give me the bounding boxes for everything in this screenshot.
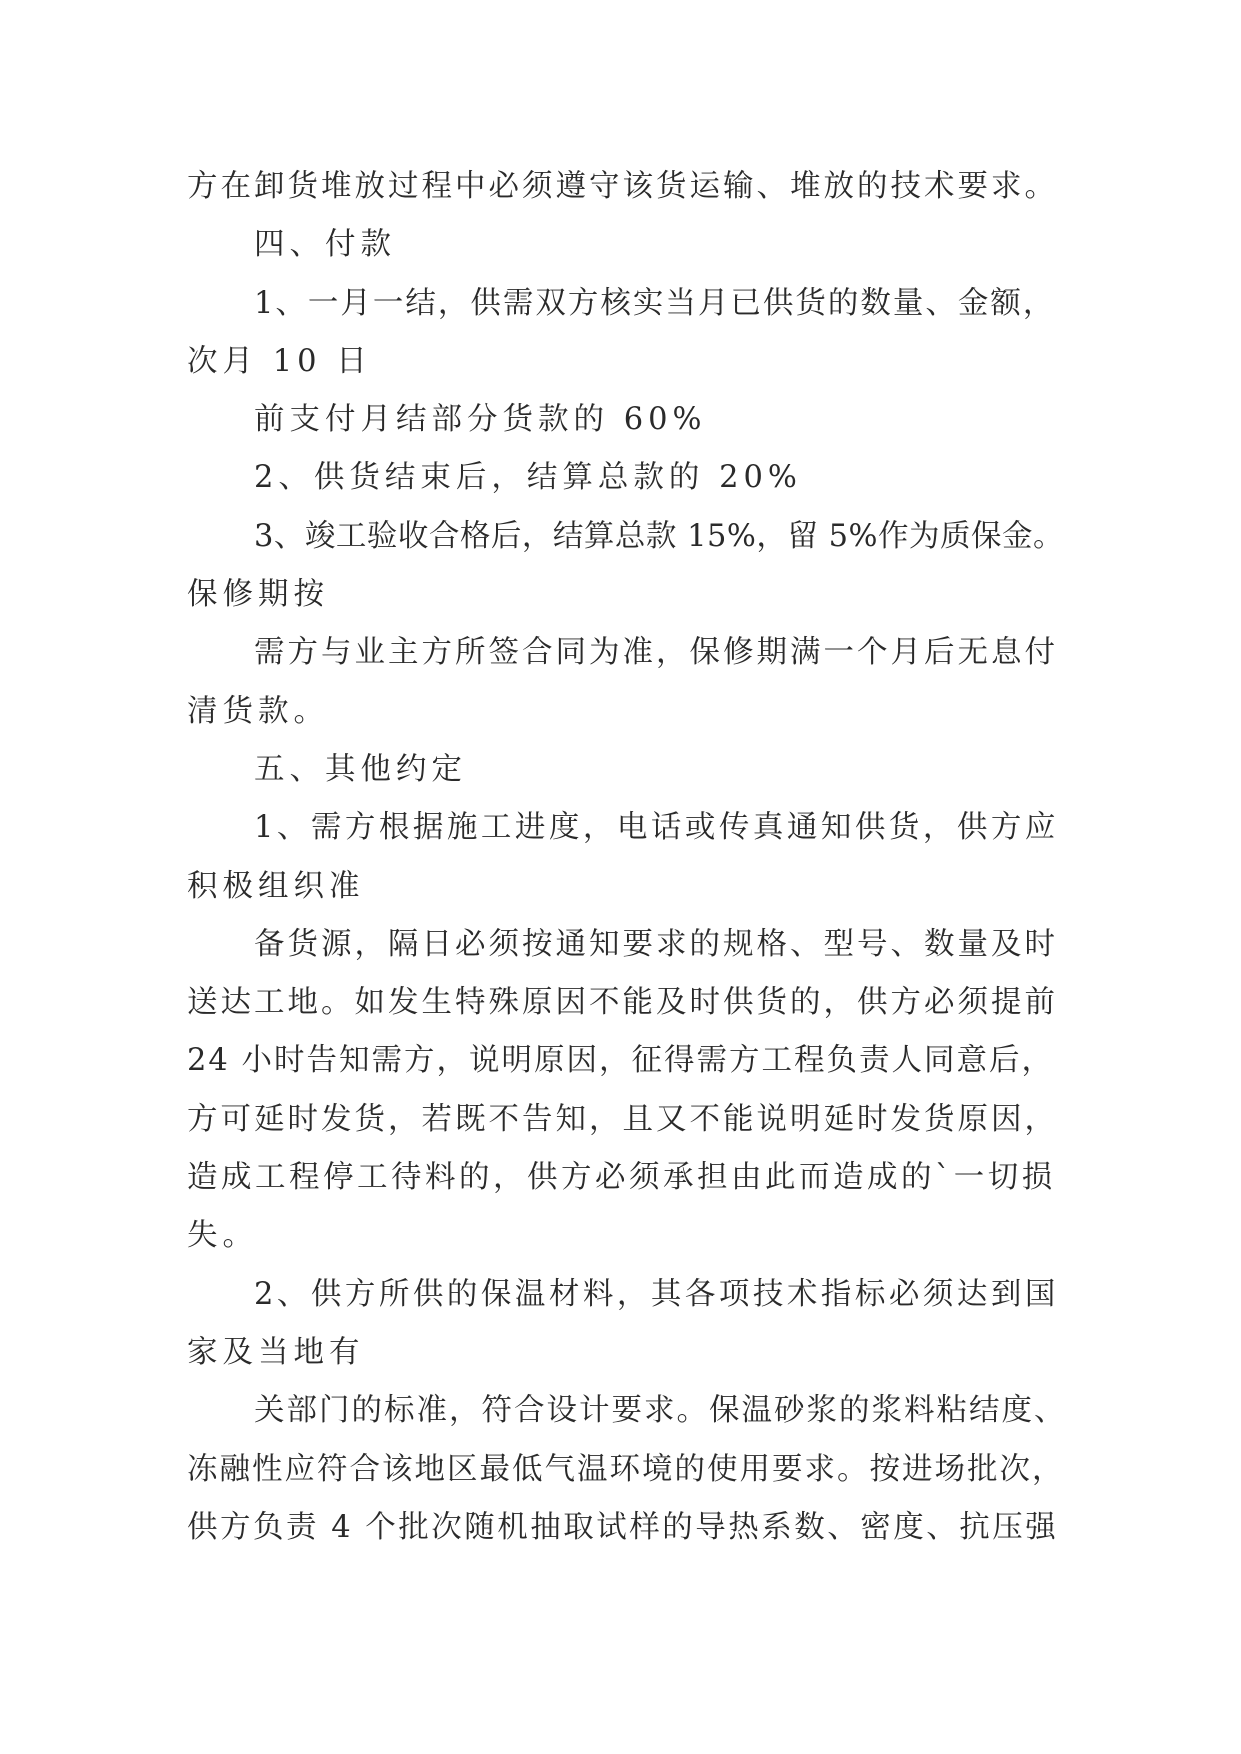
text-line: 24 小时告知需方，说明原因，征得需方工程负责人同意后， <box>187 1043 1055 1079</box>
text-line: 积极组织准 <box>187 868 365 904</box>
text-line: 2、供方所供的保温材料，其各项技术指标必须达到国 <box>254 1276 1059 1312</box>
text-line: 1、一月一结，供需双方核实当月已供货的数量、金额， <box>254 285 1056 321</box>
text-line: 次月 10 日 <box>187 343 372 379</box>
text-line: 清货款。 <box>187 693 329 729</box>
text-line: 2、供货结束后，结算总款的 20% <box>254 460 802 496</box>
text-line: 3、竣工验收合格后，结算总款 15%，留 5%作为质保金。 <box>254 518 1064 554</box>
text-line: 需方与业主方所签合同为准，保修期满一个月后无息付 <box>254 635 1058 671</box>
text-line: 备货源，隔日必须按通知要求的规格、型号、数量及时 <box>254 926 1058 962</box>
text-line: 方可延时发货，若既不告知，且又不能说明延时发货原因， <box>187 1101 1058 1137</box>
text-line: 保修期按 <box>187 577 329 613</box>
text-line: 五、其他约定 <box>254 751 467 787</box>
text-line: 造成工程停工待料的，供方必须承担由此而造成的`一切损 <box>187 1160 1056 1196</box>
text-line: 1、需方根据施工进度，电话或传真通知供货，供方应 <box>254 810 1059 846</box>
text-line: 家及当地有 <box>187 1334 365 1370</box>
text-line: 关部门的标准，符合设计要求。保温砂浆的浆料粘结度、 <box>254 1393 1067 1429</box>
text-line: 四、付款 <box>254 227 396 263</box>
document-body <box>187 158 1067 1557</box>
text-line: 失。 <box>187 1218 258 1254</box>
text-line: 送达工地。如发生特殊原因不能及时供货的，供方必须提前 <box>187 985 1058 1021</box>
text-line: 冻融性应符合该地区最低气温环境的使用要求。按进场批次， <box>187 1451 1065 1487</box>
text-line: 方在卸货堆放过程中必须遵守该货运输、堆放的技术要求。 <box>187 169 1058 204</box>
text-line: 供方负责 4 个批次随机抽取试样的导热系数、密度、抗压强 <box>187 1509 1059 1545</box>
text-line: 前支付月结部分货款的 60% <box>254 402 707 438</box>
